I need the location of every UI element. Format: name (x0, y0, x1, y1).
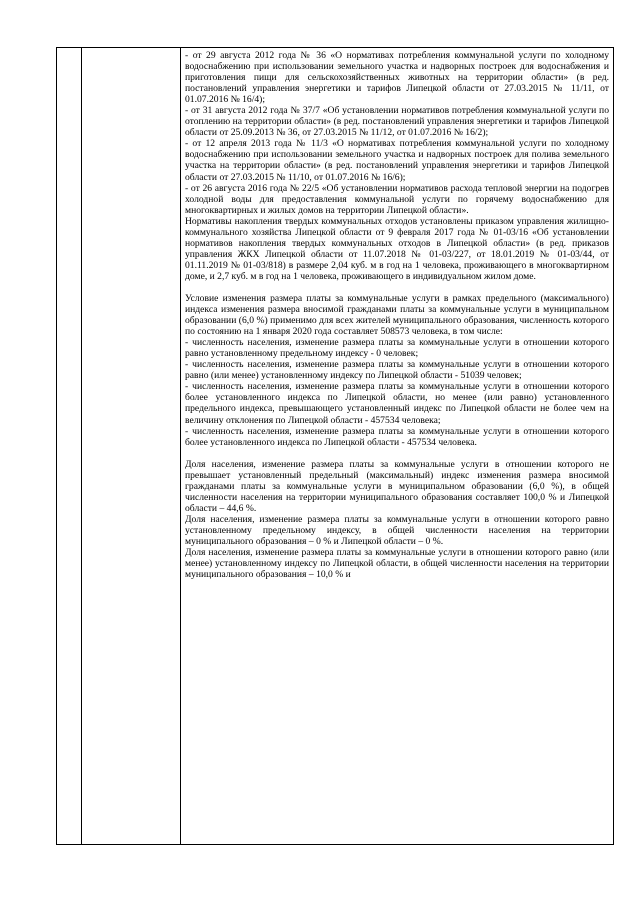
paragraph: - численность населения, изменение размера платы за коммунальные услуги в отношении которого более установленного индекса по Липецкой области - 457534 человека. (185, 425, 609, 448)
table-column-divider-2 (180, 48, 181, 844)
paragraph: Условие изменения размера платы за коммунальные услуги в рамках предельного (максимального) индекса изменения размера вносимой гражданами платы за коммунальные услуги в муниципальном образовании (6,0 %) применимо для всех жителей муниципального образования, численность которого по состоянию на 1 января 2020 года составляет 508573 человека, в том числе: (185, 292, 609, 338)
paragraph: - от 31 августа 2012 года № 37/7 «Об установлении нормативов потребления коммунальной услуги по отоплению на территории области» (в ред. постановлений управления энергетики и тарифов Липецкой области от 25.09.2013 № 36, от 27.03.2015 № 11/12, от 01.07.2016 № 16/2); (185, 105, 609, 139)
paragraph: - от 12 апреля 2013 года № 11/3 «О нормативах потребления коммунальной услуги по холодному водоснабжению при использовании земельного участка и надворных построек для полива земельного участка на территории области» (в ред. постановлений управления энергетики и тарифов Липецкой области от 27.03.2015 № 11/10, от 01.07.2016 № 16/6); (185, 138, 609, 183)
table-text-cell (185, 50, 609, 580)
paragraph-spacer (185, 448, 609, 459)
paragraph: - численность населения, изменение размера платы за коммунальные услуги в отношении которого равно (или менее) установленному индексу по Липецкой области - 51039 человек; (185, 359, 609, 382)
table-column-divider-1 (81, 48, 82, 844)
paragraph: - численность населения, изменение размера платы за коммунальные услуги в отношении которого более установленного индекса по Липецкой области, но менее (или равно) установленного предельного индекса, превышающего установленный индекс по Липецкой области не более чем на величину отклонения по Липецкой области - 457534 человека; (185, 381, 609, 426)
paragraph: Нормативы накопления твердых коммунальных отходов установлены приказом управления жилищно-коммунального хозяйства Липецкой области от 9 февраля 2017 года № 01-03/16 «Об установлении нормативов накопления твердых коммунальных отходов в Липецкой области» (в ред. приказов управления ЖКХ Липецкой области от 11.07.2018 № 01-03/227, от 18.01.2019 № 01-03/44, от 01.11.2019 № 01-03/818) в размере 2,04 куб. м в год на 1 человека, проживающего в многоквартирном доме, и 2,7 куб. м в год на 1 человека, проживающего в индивидуальном жилом доме. (185, 215, 609, 282)
paragraph: - от 26 августа 2016 года № 22/5 «Об установлении нормативов расхода тепловой энергии на подогрев холодной воды для предоставления коммунальной услуги по горячему водоснабжению для многоквартирных и жилых домов на территории Липецкой области». (185, 182, 609, 216)
document-table (56, 47, 614, 845)
paragraph: - от 29 августа 2012 года № 36 «О нормативах потребления коммунальной услуги по холодному водоснабжению при использовании земельного участка и надворных построек для водоснабжения и приготовления пищи для сельскохозяйственных животных на территории области» (в ред. постановлений управления энергетики и тарифов Липецкой области от 27.03.2015 № 11/11, от 01.07.2016 № 16/4); (185, 50, 609, 106)
paragraph: Доля населения, изменение размера платы за коммунальные услуги в отношении которого равно (или менее) установленному индексу по Липецкой области, в общей численности населения на территории муниципального образования – 10,0 % и (185, 547, 609, 581)
paragraph: Доля населения, изменение размера платы за коммунальные услуги в отношении которого равно установленному предельному индексу, в общей численности населения на территории муниципального образования – 0 % и Липецкой области – 0 %. (185, 513, 609, 547)
paragraph: Доля населения, изменение размера платы за коммунальные услуги в отношении которого не превышает установленный предельный (максимальный) индекс изменения размера вносимой гражданами платы за коммунальные услуги в муниципальном образовании (6,0 %), в общей численности населения на территории муниципального образования составляет 100,0 % и Липецкой области – 44,6 %. (185, 458, 609, 514)
paragraph-spacer (185, 282, 609, 293)
paragraph: - численность населения, изменение размера платы за коммунальные услуги в отношении которого равно установленному предельному индексу - 0 человек; (185, 337, 609, 360)
